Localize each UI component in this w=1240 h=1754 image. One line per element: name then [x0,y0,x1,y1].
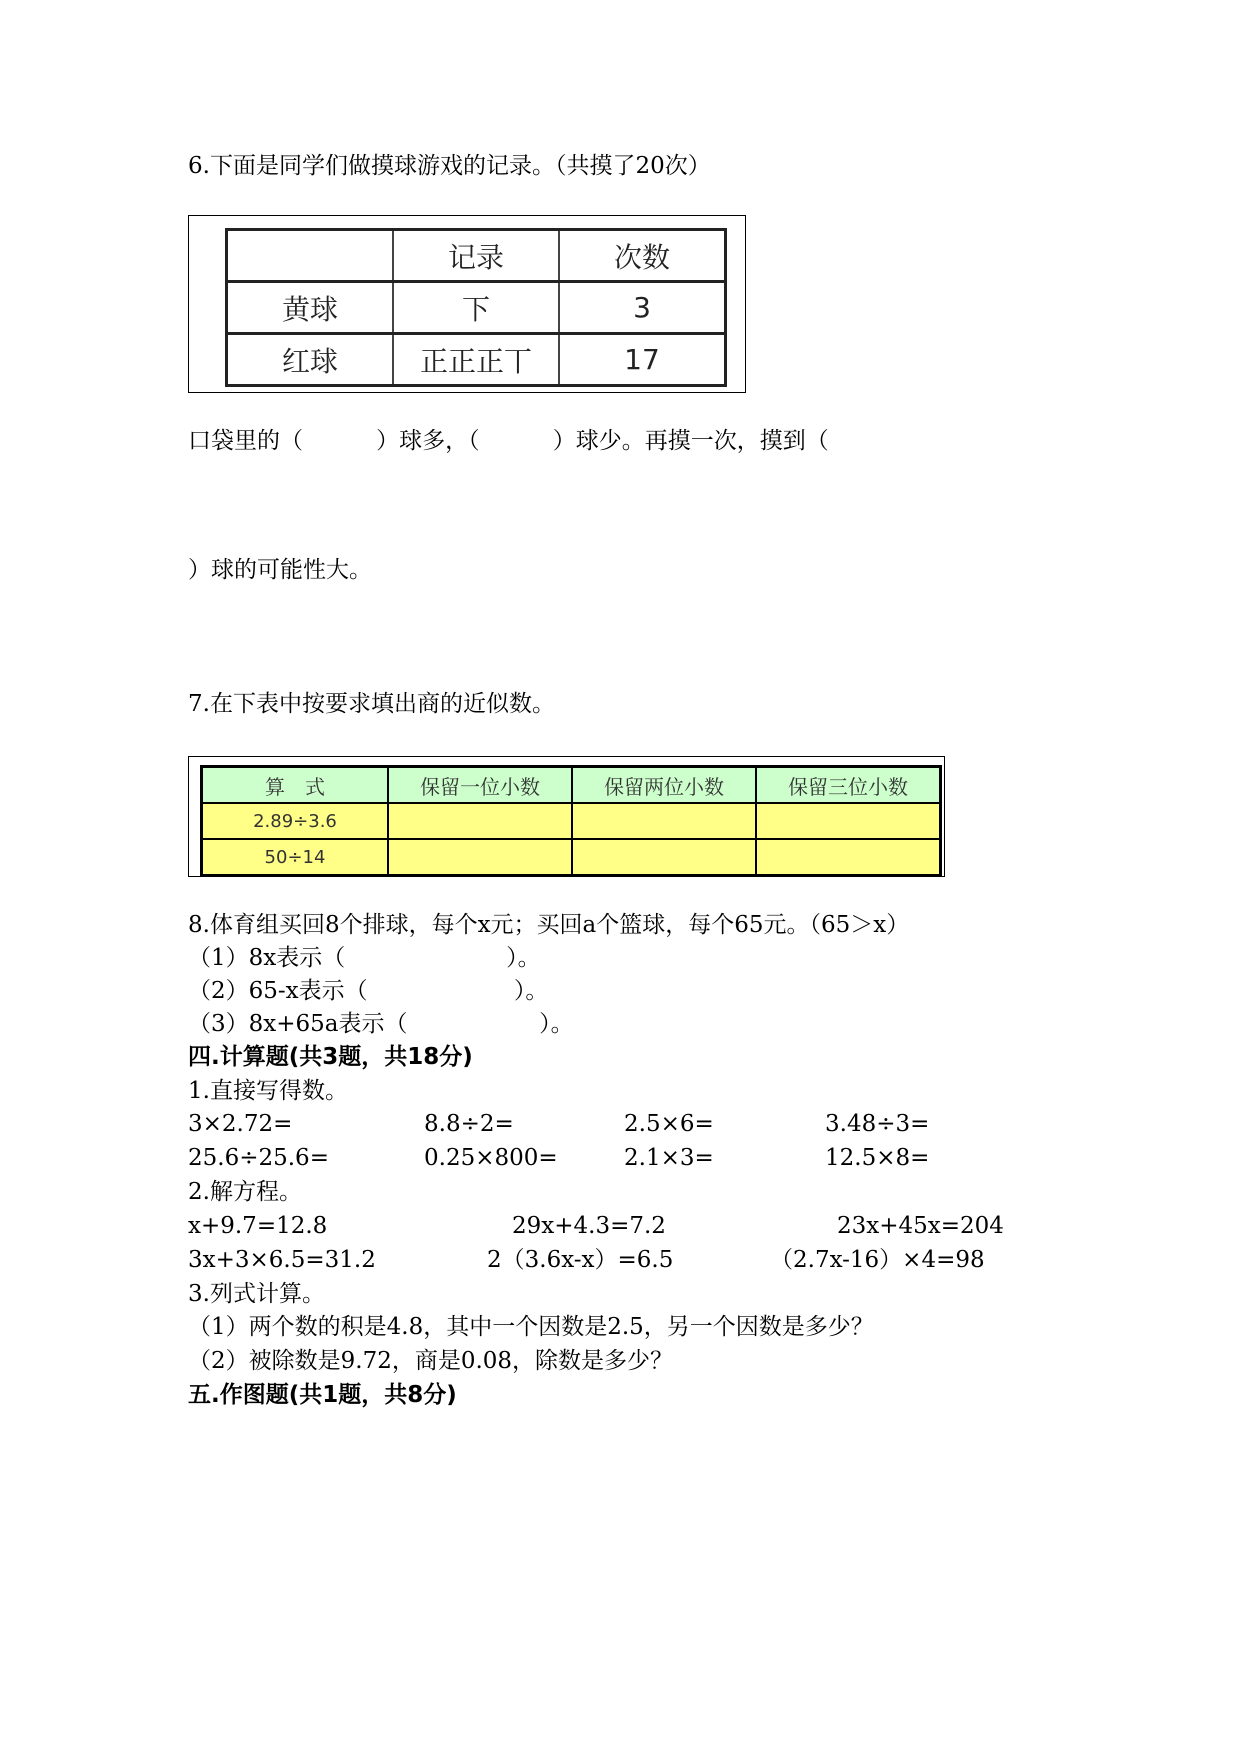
s4-p1-title: 1.直接写得数。 [188,1078,348,1104]
q6-text-line1: 口袋里的（ ）球多，（ ）球少。再摸一次，摸到（ [188,428,829,454]
q8-item-3: （3）8x+65a表示（ ）。 [188,1011,574,1037]
section4-heading: 四.计算题(共3题，共18分) [188,1044,473,1070]
s4-p2-equation: x+9.7=12.8 [188,1213,328,1239]
q7-answer-cell[interactable] [756,839,941,876]
q7-table-frame [188,756,945,877]
q8-title: 8.体育组买回8个排球，每个x元；买回a个篮球，每个65元。（65＞x） [188,912,910,938]
q7-answer-cell[interactable] [572,839,756,876]
q7-answer-cell[interactable] [756,803,941,839]
q6-row-label: 红球 [227,334,394,386]
q6-row-count: 3 [559,282,726,334]
q6-header-empty [227,230,394,282]
s4-p1-expr: 8.8÷2= [424,1111,514,1137]
q6-row-count: 17 [559,334,726,386]
q7-table [200,765,942,877]
q7-answer-cell[interactable] [388,803,572,839]
q6-text-line2: ）球的可能性大。 [188,557,372,583]
s4-p1-expr: 12.5×8= [825,1145,930,1171]
q7-header: 保留两位小数 [572,767,756,804]
s4-p1-expr: 2.5×6= [624,1111,714,1137]
q6-row-label: 黄球 [227,282,394,334]
q6-row-record: 正正正丅 [393,334,559,386]
section5-heading: 五.作图题(共1题，共8分) [188,1382,457,1408]
q6-table [225,228,727,387]
q7-title: 7.在下表中按要求填出商的近似数。 [188,691,555,717]
q8-item-1: （1）8x表示（ ）。 [188,945,541,971]
q6-title: 6.下面是同学们做摸球游戏的记录。（共摸了20次） [188,153,711,179]
s4-p1-expr: 0.25×800= [424,1145,558,1171]
q6-header-record: 记录 [393,230,559,282]
q8-item-2: （2）65-x表示（ ）。 [188,978,549,1004]
q6-row-record: 下 [393,282,559,334]
s4-p2-equation: 3x+3×6.5=31.2 [188,1247,376,1273]
q7-expression: 2.89÷3.6 [202,803,389,839]
s4-p2-equation: （2.7x-16）×4=98 [770,1247,985,1273]
q6-header-count: 次数 [559,230,726,282]
q7-answer-cell[interactable] [388,839,572,876]
s4-p1-expr: 2.1×3= [624,1145,714,1171]
s4-p1-expr: 25.6÷25.6= [188,1145,329,1171]
q6-table-frame [188,215,746,393]
q7-header: 保留一位小数 [388,767,572,804]
s4-p2-equation: 23x+45x=204 [837,1213,1004,1239]
s4-p2-equation: 2（3.6x-x）=6.5 [487,1247,674,1273]
q7-answer-cell[interactable] [572,803,756,839]
q7-expression: 50÷14 [202,839,389,876]
s4-p2-equation: 29x+4.3=7.2 [512,1213,666,1239]
s4-p3-item-2: （2）被除数是9.72，商是0.08，除数是多少？ [188,1348,674,1374]
s4-p2-title: 2.解方程。 [188,1179,302,1205]
q7-header: 算 式 [202,767,389,804]
s4-p1-expr: 3×2.72= [188,1111,293,1137]
s4-p3-title: 3.列式计算。 [188,1281,325,1307]
s4-p3-item-1: （1）两个数的积是4.8，其中一个因数是2.5，另一个因数是多少？ [188,1314,874,1340]
q7-header: 保留三位小数 [756,767,941,804]
s4-p1-expr: 3.48÷3= [825,1111,930,1137]
